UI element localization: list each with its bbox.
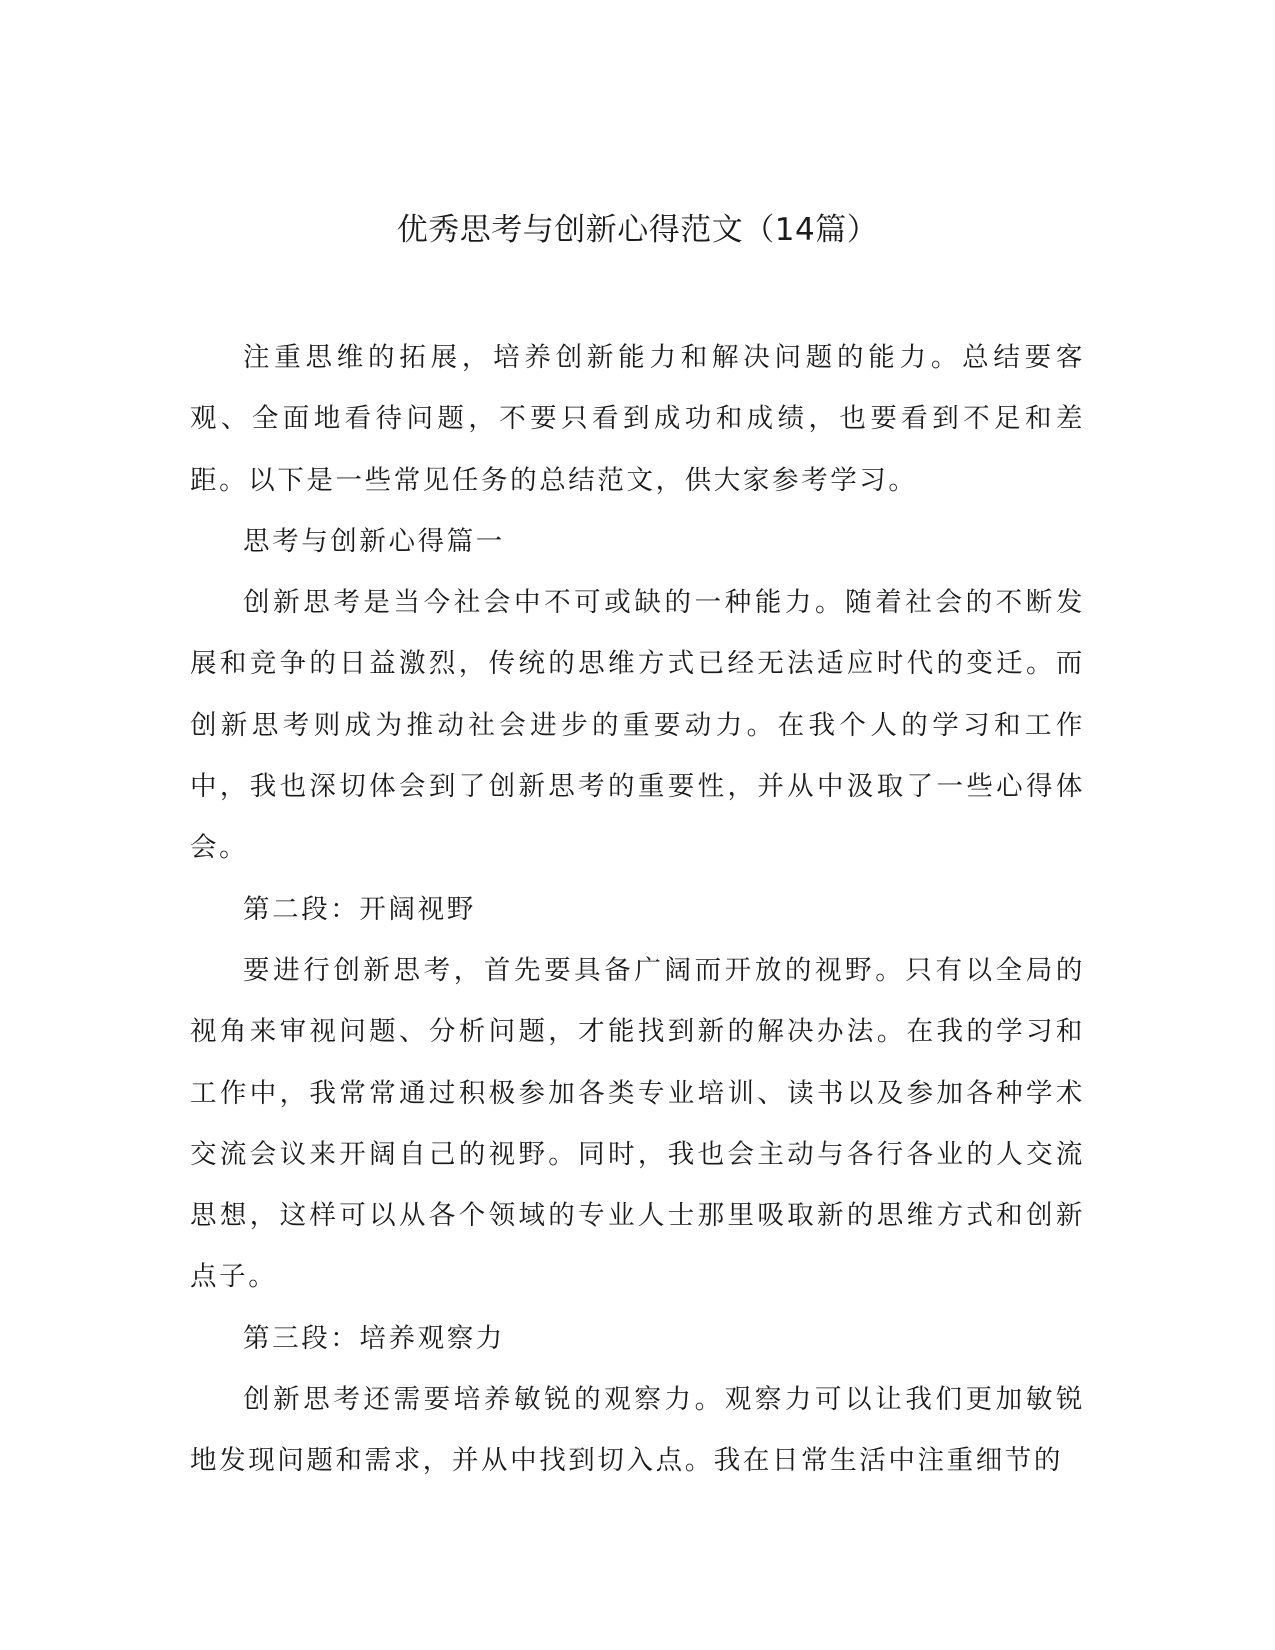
section-heading-third: 第三段：培养观察力 xyxy=(243,1322,505,1354)
section-heading-part-one: 思考与创新心得篇一 xyxy=(243,525,505,557)
document-body xyxy=(190,327,1085,1492)
document-title: 优秀思考与创新心得范文（14篇） xyxy=(396,212,879,248)
body-paragraph: 创新思考还需要培养敏锐的观察力。观察力可以让我们更加敏锐地发现问题和需求，并从中找到切入点。我在日常生活中注重细节的 xyxy=(190,1384,1085,1477)
body-paragraph: 要进行创新思考，首先要具备广阔而开放的视野。只有以全局的视角来审视问题、分析问题，才能找到新的解决办法。在我的学习和工作中，我常常通过积极参加各类专业培训、读书以及参加各种学术交流会议来开阔自己的视野。同时，我也会主动与各行各业的人交流思想，这样可以从各个领域的专业人士那里吸取新的思维方式和创新点子。 xyxy=(190,954,1085,1293)
intro-paragraph: 注重思维的拓展，培养创新能力和解决问题的能力。总结要客观、全面地看待问题，不要只看到成功和成绩，也要看到不足和差距。以下是一些常见任务的总结范文，供大家参考学习。 xyxy=(190,342,1085,496)
section-heading-second: 第二段：开阔视野 xyxy=(243,893,476,925)
body-paragraph: 创新思考是当今社会中不可或缺的一种能力。随着社会的不断发展和竞争的日益激烈，传统的思维方式已经无法适应时代的变迁。而创新思考则成为推动社会进步的重要动力。在我个人的学习和工作中，我也深切体会到了创新思考的重要性，并从中汲取了一些心得体会。 xyxy=(190,587,1085,864)
